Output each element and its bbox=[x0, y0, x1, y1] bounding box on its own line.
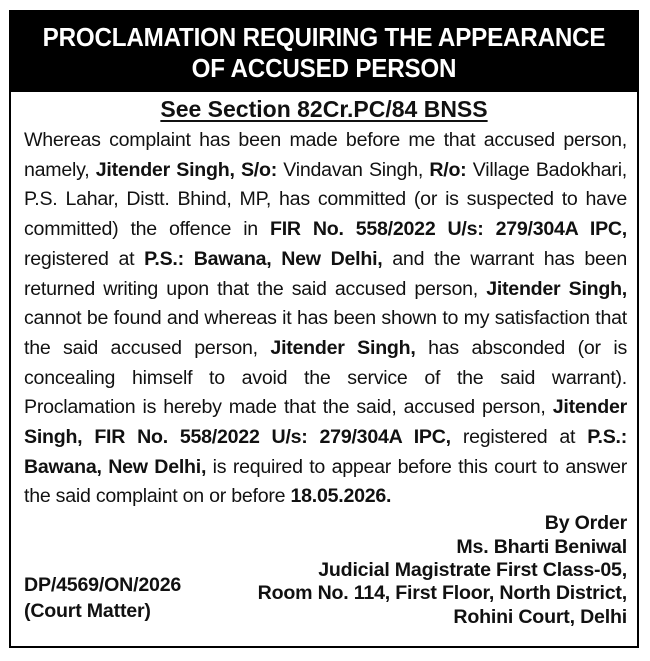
court-location: Rohini Court, Delhi bbox=[453, 605, 627, 628]
court-room-address: Room No. 114, First Floor, North District, bbox=[257, 582, 627, 605]
dp-reference-code: DP/4569/ON/2026 bbox=[24, 574, 182, 597]
accused-name: Jitender Singh, bbox=[270, 336, 416, 359]
body-text: Whereas complaint has been made before me that accused person, namely, bbox=[24, 129, 627, 181]
reference-block bbox=[24, 572, 181, 624]
section-heading bbox=[11, 94, 637, 124]
notice-title-line-1: PROCLAMATION REQUIRING THE APPEARANCE bbox=[42, 22, 606, 52]
court-matter-note: (Court Matter) bbox=[24, 600, 151, 623]
proclamation-notice bbox=[9, 10, 639, 648]
body-text: Village Badokhari, P.S. Lahar, Distt. Bhind, MP, has committed (or is suspected to have committed) the offence in bbox=[24, 158, 628, 241]
residence-label: R/o: bbox=[429, 158, 467, 181]
police-station: P.S.: Bawana, New Delhi, bbox=[24, 426, 627, 478]
magistrate-designation: Judicial Magistrate First Class-05, bbox=[318, 558, 627, 581]
magistrate-name: Ms. Bharti Beniwal bbox=[456, 535, 627, 558]
accused-name: Jitender Singh, bbox=[486, 277, 627, 300]
accused-fir-reference: Jitender Singh, FIR No. 558/2022 U/s: 279/304A IPC, bbox=[24, 396, 627, 449]
notice-footer bbox=[24, 512, 627, 640]
body-text: registered at bbox=[24, 247, 145, 270]
notice-title-line-2: OF ACCUSED PERSON bbox=[191, 53, 457, 83]
accused-name: Jitender Singh, S/o: bbox=[95, 158, 277, 181]
body-text: cannot be found and whereas it has been shown to my satisfaction that the said accused person, bbox=[24, 307, 627, 359]
police-station: P.S.: Bawana, New Delhi, bbox=[144, 247, 383, 270]
fir-reference: FIR No. 558/2022 U/s: 279/304A IPC, bbox=[270, 218, 627, 241]
signature-block bbox=[258, 512, 627, 629]
body-text: and the warrant has been returned writing upon that the said accused person, bbox=[24, 247, 627, 300]
body-text: is required to appear before this court to answer the said complaint on or before bbox=[24, 455, 627, 508]
body-text: registered at bbox=[450, 426, 588, 449]
appearance-date: 18.05.2026. bbox=[290, 485, 392, 508]
notice-body bbox=[24, 126, 627, 512]
section-reference: See Section 82Cr.PC/84 BNSS bbox=[160, 96, 488, 122]
notice-title-banner bbox=[11, 12, 637, 92]
by-order-label: By Order bbox=[544, 512, 627, 535]
body-text: Vindavan Singh, bbox=[276, 158, 430, 181]
body-text: has absconded (or is concealing himself to avoid the service of the said warrant). Proclamation is hereby made that the said, accused person, bbox=[24, 336, 628, 419]
